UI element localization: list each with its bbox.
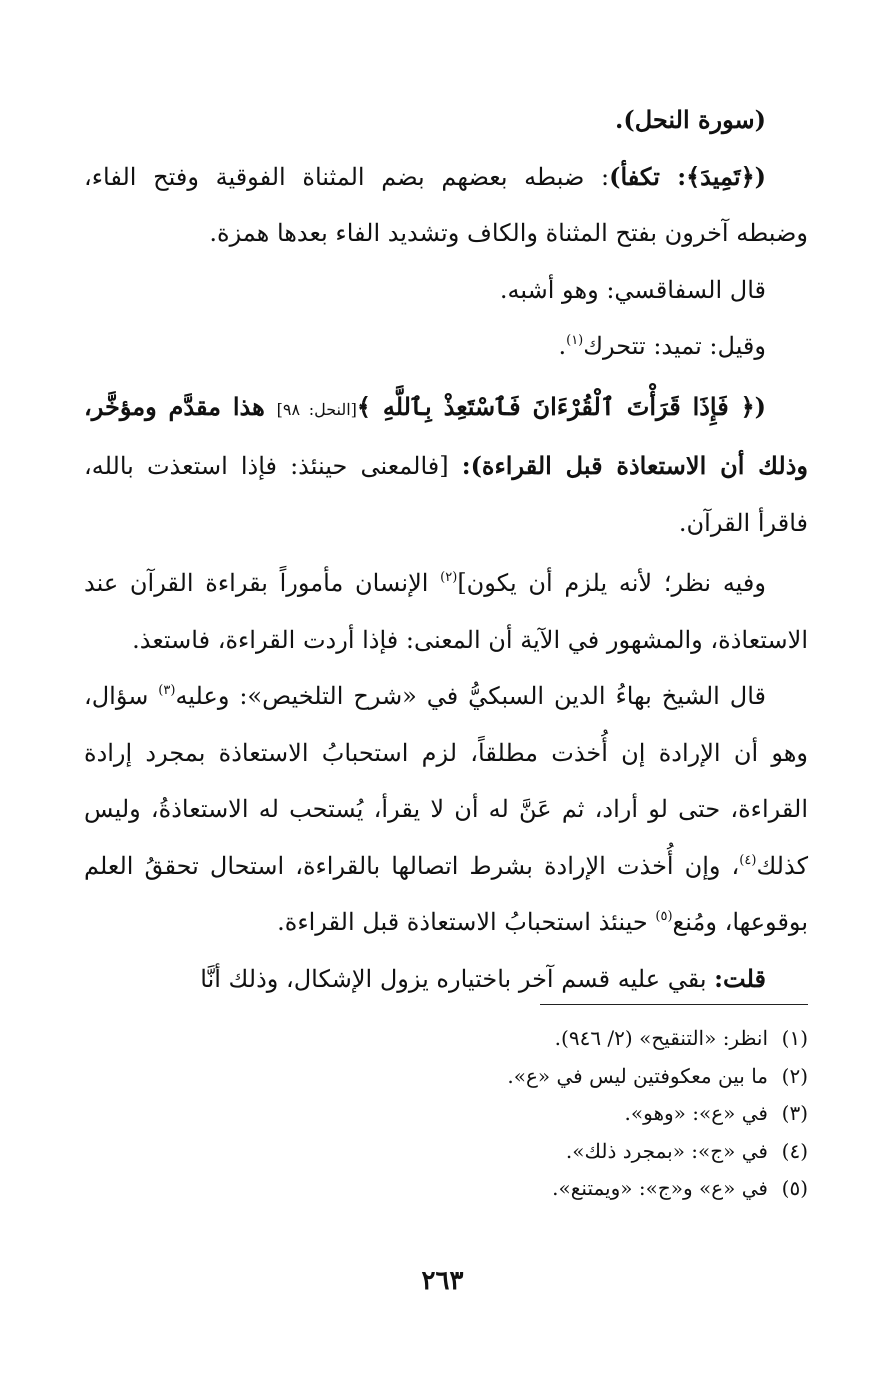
footnote-2 xyxy=(84,1058,808,1096)
footnotes-section xyxy=(84,1020,808,1208)
objection-text-a: وفيه نظر؛ لأنه يلزم أن يكون] xyxy=(457,569,766,597)
footnote-ref-3[interactable]: (٣) xyxy=(158,683,176,698)
subki-text-d: حينئذ استحبابُ الاستعاذة قبل القراءة. xyxy=(277,908,656,936)
paragraph-subki xyxy=(84,668,808,951)
qultu-text: بقي عليه قسم آخر باختياره يزول الإشكال، وذلك أنَّا xyxy=(200,964,715,993)
footnote-text: في «ع»: «وهو». xyxy=(624,1101,768,1125)
verse-meaning: [فالمعنى حينئذ: فإذا استعذت بالله، فاقرأ القرآن. xyxy=(84,452,808,537)
footnote-ref-1[interactable]: (١) xyxy=(566,333,584,348)
footnote-number: (٥) xyxy=(781,1176,808,1200)
paragraph-qultu xyxy=(84,951,808,1008)
footnote-number: (٢) xyxy=(781,1063,808,1088)
paragraph-safaqusi xyxy=(84,262,808,319)
subki-text-c: ، وإن أُخذت الإرادة بشرط اتصالها بالقراءة، استحال تحققُ العلم بوقوعها، ومُنع xyxy=(84,851,808,936)
page-body xyxy=(84,92,808,1007)
subki-text-a: قال الشيخ بهاءُ الدين السبكيُّ في «شرح التلخيص»: وعليه xyxy=(175,682,766,710)
surah-title: (سورة النحل). xyxy=(615,105,766,134)
footnote-text: ما بين معكوفتين ليس في «ع». xyxy=(507,1063,768,1088)
footnote-5 xyxy=(84,1170,808,1208)
qultu-label: قلت: xyxy=(714,963,766,993)
quran-verse: (﴿ فَإِذَا قَرَأْتَ ٱلْقُرْءَانَ فَٱسْتَعِذْ بِٱللَّهِ ﴾ xyxy=(356,391,767,421)
footnote-divider xyxy=(540,1004,808,1005)
footnote-number: (١) xyxy=(781,1026,808,1050)
footnote-3 xyxy=(84,1095,808,1133)
tataharrak-end: . xyxy=(558,332,567,360)
subki-text-b: سؤال، وهو أن الإرادة إن أُخذت مطلقاً، لزم استحبابُ الاستعاذة بمجرد إرادة القراءة، حتى لو أراد، ثم عَنَّ له أن لا يقرأ، يُستحب له الاستعاذةُ، وليس كذلك xyxy=(84,682,808,880)
safaqusi-quote: قال السفاقسي: وهو أشبه. xyxy=(499,275,766,304)
paragraph-istiadha-verse xyxy=(84,379,808,552)
headword-tamid: (﴿تَمِيدَ﴾: تكفأ) xyxy=(609,161,766,191)
footnote-text: في «ج»: «بمجرد ذلك». xyxy=(565,1138,768,1163)
verse-reference: [النحل: ٩٨] xyxy=(276,399,357,419)
footnote-number: (٤) xyxy=(781,1138,808,1163)
paragraph-tataharrak xyxy=(84,318,808,375)
paragraph-tamid xyxy=(84,149,808,262)
footnote-ref-4[interactable]: (٤) xyxy=(739,852,757,868)
footnote-4 xyxy=(84,1133,808,1171)
footnote-ref-2[interactable]: (٢) xyxy=(440,570,458,585)
paragraph-objection xyxy=(84,555,808,668)
footnote-number: (٣) xyxy=(781,1101,808,1125)
tataharrak-text: وقيل: تميد: تتحرك xyxy=(583,332,766,360)
footnote-1 xyxy=(84,1020,808,1058)
verse-commentary: هذا مقدَّم ومؤخَّر، وذلك أن الاستعاذة قبل القراءة): xyxy=(84,391,809,480)
footnote-text: انظر: «التنقيح» (٢/ ٩٤٦). xyxy=(554,1026,768,1050)
footnote-text: في «ع» و«ج»: «ويمتنع». xyxy=(552,1176,768,1200)
tamid-explanation: : ضبطه بعضهم بضم المثناة الفوقية وفتح الفاء، وضبطه آخرون بفتح المثناة والكاف وتشديد الفاء بعدها همزة. xyxy=(84,162,808,247)
page-number: ٢٦٣ xyxy=(421,1266,464,1296)
footnote-ref-5[interactable]: (٥) xyxy=(655,909,673,924)
paragraph-surah-title xyxy=(84,92,808,149)
objection-text-b: الإنسان مأموراً بقراءة القرآن عند الاستعاذة، والمشهور في الآية أن المعنى: فإذا أردت القراءة، فاستعذ. xyxy=(84,569,808,654)
